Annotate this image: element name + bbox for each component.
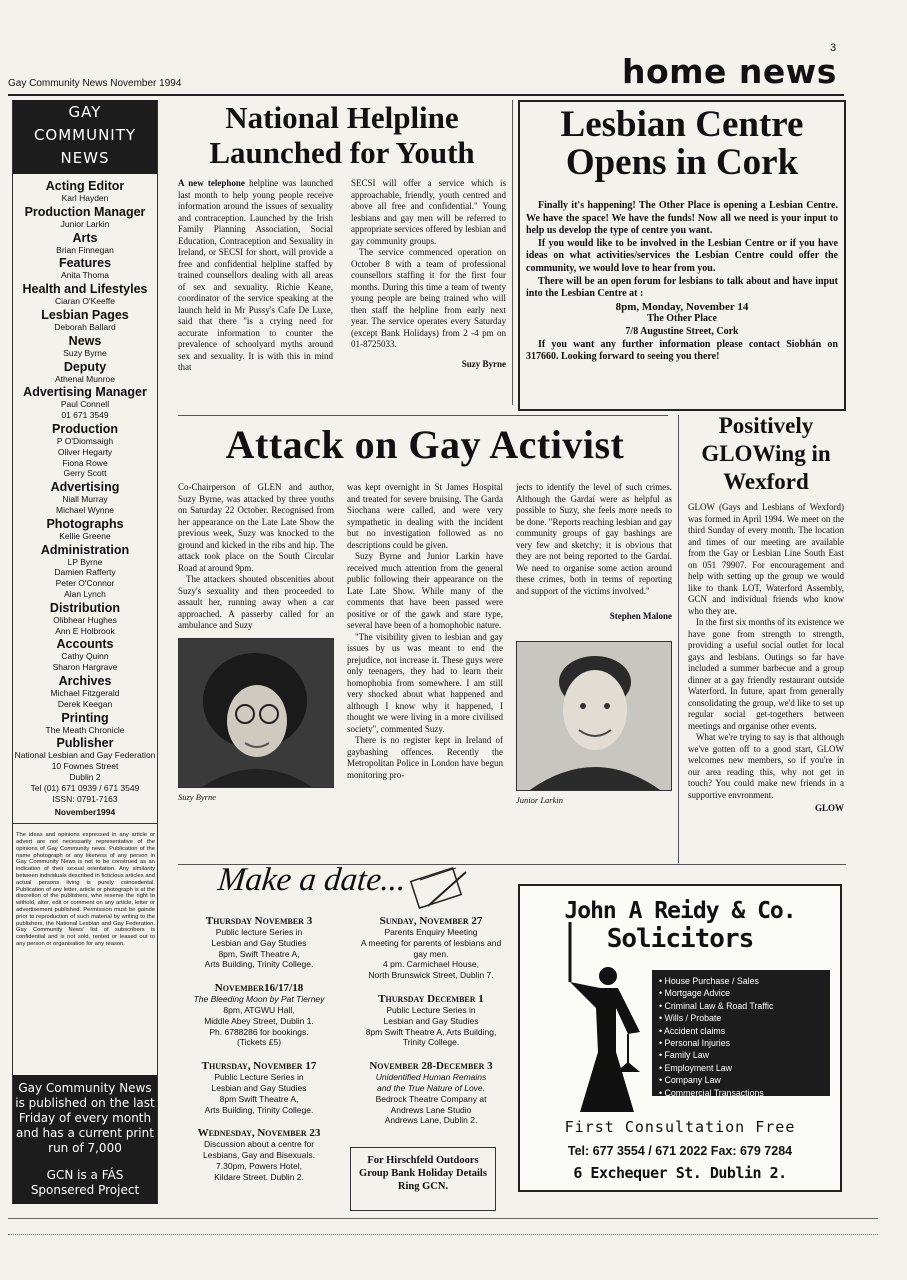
lesbian-para: Finally it's happening! The Other Place is opening a Lesbian Centre. We have the space! We have the funds! Now all we need is your input to help us develop the type of centre you want.: [526, 200, 838, 237]
column-rule: [678, 415, 679, 863]
page-number: 3: [830, 42, 837, 54]
attack-para: jects to identify the level of such crimes. Although the Gardaí were as helpful as possible to Suzy, she feels more needs to be done. "Reports reaching lesbian and gay community groups of gay bashings are very few and sketchy; it is obvious that they are not being reported to the Gardaí. We need to organise some action around these crimes, both in terms of reporting and support of the victims involved.": [516, 482, 672, 596]
event-line: Middle Abey Street, Dublin 1.: [204, 1015, 314, 1026]
event-entry: [180, 915, 338, 970]
rule: [178, 415, 668, 416]
staff-entry: [13, 736, 157, 804]
event-line: Public lecture Series in: [215, 927, 303, 937]
section-title: home news: [622, 52, 837, 91]
staff-role: Arts: [72, 230, 98, 245]
reidy-advert: [518, 884, 842, 1192]
staff-name: Ann E Holbrook: [55, 625, 115, 636]
helpline-para: SECSI will offer a service which is approachable, friendly, youth centred and above all free and confidential." Young lesbians and gay men will be referred to appropriate services offered by lesbian and gay community groups.: [351, 178, 506, 246]
staff-role: Accounts: [56, 637, 114, 652]
logo-line: COMMUNITY: [33, 126, 137, 144]
staff-entry: [13, 385, 157, 421]
event-line: Unidentified Human Remains: [375, 1072, 487, 1083]
staff-role: Production Manager: [24, 204, 146, 219]
staff-name: Michael Fitzgerald: [50, 687, 120, 698]
event-line: Parents Enquiry Meeting: [384, 927, 478, 937]
staff-name: Tel (01) 671 0939 / 671 3549: [30, 782, 140, 793]
service-item: • Criminal Law & Road Traffic: [659, 1000, 774, 1011]
event-line: Kildare Street. Dublin 2.: [214, 1171, 304, 1182]
attack-para: Suzy Byrne and Junior Larkin have received much attention from the general public following their appearance on the Late Late Show. While many of the comments that have been passed were positive or of the gawk and stare type, several have been of a homophobic nature.: [347, 551, 503, 630]
service-item: • Accident claims: [659, 1025, 726, 1036]
event-line: Arts Building, Trinity College.: [204, 1104, 314, 1115]
address-line: 6 Exchequer St. Dublin 2.: [573, 1164, 787, 1182]
staff-name: P O'Diomsaigh: [56, 435, 114, 446]
staff-name: Michael Wynne: [55, 504, 115, 515]
service-item: • Wills / Probate: [659, 1013, 722, 1024]
attack-para: The attackers shouted obscenities about Suzy's sexuality and then proceeded to assault her, running away when a car approached. A passerby called for an ambulance and Suzy: [178, 574, 334, 630]
attack-headline: Attack on Gay Activist: [225, 422, 625, 467]
firm-type: Solicitors: [606, 924, 754, 954]
staff-entry: [13, 308, 157, 333]
event-entry: [180, 982, 338, 1048]
disclaimer: The ideas and opinions expressed in any article or advert are not necessarily representative of the opinions of Gay Community news. Publication of the name photograph or any likeness of any person in Gay Community News is not to be construed as an indication of their sexual orientation. Any similarity between individuals described in ficticious articles and actual persons living is purely coincedental. Publication of any letter, article or photograph is at the discretion of the publishers, who reserve the right to withold, alter, edit or comment on any article, letter or advertisement published. Permission must be gainde prior to reproduction of such material by writing to the publishers, the National Lesbian and Gay Federation. Gay Community News' list of subscribers is confidential and is not sold, rented or leased out to any person or organisation for any reason.: [13, 823, 157, 952]
attack-para: was kept overnight in St James Hospital and treated for severe bruising. The Garda Siochana were called, and were very sympathetic in dealing with the incident but no investigation followed as no descriptions could be given.: [347, 482, 503, 550]
staff-name: Paul Connell: [60, 399, 110, 410]
staff-name: Anita Thoma: [60, 270, 110, 281]
staff-name: Peter O'Connor: [55, 578, 115, 589]
column-rule: [512, 100, 513, 405]
event-line: Arts Building, Trinity College.: [204, 959, 314, 970]
staff-entry: [13, 282, 157, 307]
event-line: gay men.: [413, 948, 449, 959]
forum-address: 7/8 Augustine Street, Cork: [625, 325, 739, 337]
attack-col3: [516, 482, 672, 806]
event-heading: Thursday, November 17: [201, 1060, 317, 1073]
service-item: • Family Law: [659, 1050, 710, 1061]
forum-place: The Other Place: [647, 313, 717, 325]
staff-list: [13, 174, 157, 804]
service-item: • Company Law: [659, 1075, 721, 1086]
glow-para: In the first six months of its existence we have gone from strength to strength, providing a useful social outlet for local gays and lesbians. Outings so far have included a summer barbecue and a group dinner at a gay friendly restaurant outside Waterford. In future, apart from generally consolidating the group, we'd like to set up regular social get-togethers between meetings and organise other events.: [688, 617, 844, 731]
photo-suzy-byrne: [178, 638, 334, 788]
staff-name: Deborah Ballard: [54, 321, 116, 332]
event-heading: November 28-December 3: [369, 1060, 493, 1073]
staff-entry: [13, 231, 157, 256]
event-line: Public Lecture Series in: [214, 1072, 304, 1083]
photo-caption: Suzy Byrne: [178, 791, 217, 802]
service-item: • House Purchase / Sales: [659, 976, 759, 986]
event-line: 4 pm. Carmichael House,: [383, 959, 479, 970]
glow-signature: GLOW: [814, 803, 844, 813]
staff-name: 01 671 3549: [61, 410, 109, 421]
lesbian-centre-box: [518, 100, 846, 411]
staff-role: Photographs: [46, 516, 124, 531]
staff-entry: [13, 637, 157, 673]
issue-date: November1994: [54, 807, 116, 818]
logo-line: NEWS: [60, 149, 110, 167]
staff-role: Advertising Manager: [23, 385, 147, 400]
staff-name: Alan Lynch: [64, 588, 106, 599]
staff-role: Lesbian Pages: [41, 307, 129, 322]
attack-para: "The visibility given to lesbian and gay issues by us was meant to end the prejudice, not increase it. These guys were only teenagers, they had to learn their homophobia from somewhere. I am still very shocked about what happened and although I know why it happened, I thought we were living in a more civilised society", commented Suzy.: [347, 631, 503, 734]
staff-name: Kellie Greene: [59, 530, 111, 541]
event-line: Lesbian and Gay Studies: [211, 937, 307, 948]
masthead: [12, 100, 158, 1204]
service-item: • Commercial Transactions: [659, 1087, 764, 1098]
event-line: 8pm, ATGWU Hall,: [223, 1004, 295, 1015]
staff-name: Oliver Hegarty: [57, 446, 113, 457]
staff-name: Olibhear Hughes: [53, 614, 117, 625]
hirschfeld-notice: For Hirschfeld Outdoors Group Bank Holiday Details Ring GCN.: [350, 1147, 496, 1211]
staff-role: Publisher: [56, 736, 114, 751]
bottom-rule: [8, 1218, 878, 1219]
lesbian-headline: Lesbian Centre Opens in Cork: [560, 104, 804, 183]
staff-name: The Meath Chronicle: [45, 724, 125, 735]
event-entry: [180, 1127, 338, 1182]
event-line: Lesbian and Gay Studies: [211, 1082, 307, 1093]
staff-name: Ciaran O'Keeffe: [54, 296, 116, 307]
staff-name: Niall Murray: [62, 494, 108, 505]
staff-name: Damien Rafferty: [54, 567, 116, 578]
staff-name: Athenal Munroe: [54, 373, 115, 384]
event-entry: [352, 915, 510, 981]
attack-article: [178, 420, 672, 860]
running-head: Gay Community News November 1994: [8, 78, 182, 89]
staff-entry: [13, 711, 157, 736]
staff-name: Gerry Scott: [63, 468, 107, 479]
phone-line: Tel: 677 3554 / 671 2022 Fax: 679 7284: [567, 1144, 793, 1158]
calendar-pen-icon: [408, 866, 470, 910]
services-list: [652, 970, 830, 1096]
staff-name: ISSN: 0791-7163: [52, 793, 118, 804]
event-entry: [352, 1060, 510, 1126]
staff-name: Cathy Quinn: [61, 651, 109, 662]
event-line: Andrews Lane, Dublin 2.: [384, 1115, 478, 1126]
staff-name: Derek Keegan: [57, 698, 113, 709]
event-line: 8pm Swift Theatre A,: [219, 1093, 299, 1104]
attack-col2: [347, 482, 503, 806]
event-line: Ph. 6788286 for bookings.: [209, 1026, 309, 1037]
glow-para: GLOW (Gays and Lesbians of Wexford) was formed in April 1994. We meet on the third Sunday of every month. The location and times of our meeting are available from the Gay or Lesbian Line South East on 051 79907. For encouragement and help with setting up the group we would like to thank LOT, Waterford Assembly, GCN and individual friends who know who they are.: [688, 502, 844, 616]
staff-role: Features: [58, 256, 112, 271]
event-line: North Brunswick Street, Dublin 7.: [368, 970, 494, 981]
helpline-lead: A new telephone: [178, 178, 245, 188]
make-a-date: [180, 860, 510, 1216]
staff-role: Archives: [58, 673, 112, 688]
staff-name: Fiona Rowe: [62, 457, 108, 468]
glow-para: What we're trying to say is that although we've gotten off to a good start, GLOW welcomes new members, so if you're in our area reading this, why not get in touch? You could make new friends in a supportive envronment.: [688, 732, 844, 800]
helpline-headline: National Helpline Launched for Youth: [209, 100, 475, 170]
staff-entry: [13, 205, 157, 230]
helpline-text: helpline was launched last month to help young people receive information around the issues of sexuality and contraception. Launched by the Irish Family Planning Association, Social Education, Contraception and Sexuality in Ireland, or SECSI for short, will provide a free and confidential helpline staffed by trained counsellors dealing with all areas of sex and sexuality. Richie Keane, coordinator of the service speaking at the launch held in Mr Pussy's Cafe De Luxe, said that there "is a crying need for accurate information to counter the prevalence of schoolyard myths around sex and sexuality. It is with this in mind that: [178, 178, 333, 372]
event-line: Public Lecture Series in: [386, 1004, 476, 1015]
event-line: The Bleeding Moon by Pat Tierney: [193, 994, 325, 1005]
top-rule: [8, 94, 844, 96]
staff-name: Brian Finnegan: [56, 244, 114, 255]
event-line: 8pm, Swift Theatre A,: [218, 948, 300, 959]
event-line: Bedrock Theatre Company at: [375, 1093, 487, 1104]
staff-entry: [13, 422, 157, 479]
glow-headline: Positively GLOWing in Wexford: [701, 413, 831, 494]
logo-line: GAY: [68, 103, 102, 121]
staff-name: Junior Larkin: [60, 218, 110, 229]
event-line: Discussion about a centre for: [203, 1139, 315, 1150]
events-left: [180, 915, 338, 1195]
staff-entry: [13, 179, 157, 204]
lesbian-para: There will be an open forum for lesbians to talk about and have input into the Lesbian Centre at :: [526, 275, 838, 300]
lesbian-para: If you would like to be involved in the Lesbian Centre or if you have ideas on what activities/services the Lesbian Centre could offer the community, we would love to hear from you.: [526, 237, 838, 274]
event-line: 7.30pm, Powers Hotel,: [216, 1160, 302, 1171]
staff-entry: [13, 601, 157, 637]
event-line: Andrews Lane Studio: [390, 1104, 472, 1115]
staff-name: Karl Hayden: [61, 193, 109, 203]
attack-byline: Stephen Malone: [609, 611, 672, 621]
print-run-note: Gay Community News is published on the last Friday of every month and has a current print run of 7,000: [15, 1081, 155, 1155]
lesbian-para: If you want any further information please contact Siobhán on 317660. Looking forward to seeing you there!: [526, 338, 838, 363]
event-heading: Wednesday, November 23: [197, 1127, 321, 1140]
forum-time: 8pm, Monday, November 14: [615, 300, 749, 313]
staff-entry: [13, 256, 157, 281]
staff-role: Deputy: [63, 359, 107, 374]
staff-entry: [13, 543, 157, 600]
helpline-col1: [178, 178, 333, 374]
staff-role: Health and Lifestyles: [22, 282, 148, 297]
staff-entry: [13, 517, 157, 542]
staff-role: News: [68, 333, 102, 348]
staff-role: Administration: [40, 542, 130, 557]
masthead-footer: [13, 1075, 157, 1204]
event-heading: Thursday December 1: [378, 992, 484, 1005]
firm-name: John A Reidy & Co.: [564, 898, 796, 924]
event-heading: Thursday November 3: [205, 915, 313, 927]
photo-caption: Junior Larkin: [516, 794, 563, 805]
staff-name: Suzy Byrne: [63, 347, 107, 358]
staff-role: Acting Editor: [45, 179, 125, 193]
glow-article: [688, 412, 844, 867]
staff-name: LP Byrne: [67, 556, 103, 567]
staff-role: Printing: [61, 710, 109, 725]
staff-name: National Lesbian and Gay Federation: [14, 750, 156, 761]
event-heading: Sunday, November 27: [379, 915, 483, 927]
event-line: Lesbians, Gay and Bisexuals.: [203, 1150, 315, 1161]
helpline-article: [178, 100, 506, 406]
event-entry: [180, 1060, 338, 1115]
attack-para: Co-Chairperson of GLEN and author, Suzy Byrne, was attacked by three youths on Saturday 22 October. Recognised from her appearance on the Late Late Show the previous week, Suzy was knocked to the ground and kicked in the ribs and hip. The attack took place on the South Circular Road at around 9pm.: [178, 482, 334, 573]
event-entry: [352, 993, 510, 1048]
staff-role: Advertising: [50, 480, 120, 495]
event-line: A meeting for parents of lesbians and: [360, 937, 502, 948]
staff-name: Dublin 2: [69, 771, 101, 782]
photo-junior-larkin: [516, 641, 672, 791]
event-line: Lesbian and Gay Studies: [383, 1015, 479, 1026]
event-line: and the True Nature of Love.: [376, 1082, 486, 1093]
staff-entry: [13, 360, 157, 385]
helpline-byline: Suzy Byrne: [461, 358, 506, 369]
staff-name: 10 Fownes Street: [51, 761, 119, 772]
consultation-note: First Consultation Free: [564, 1118, 796, 1136]
staff-name: Sharon Hargrave: [52, 662, 118, 673]
event-heading: November16/17/18: [214, 982, 304, 995]
helpline-col2: [351, 178, 506, 374]
helpline-para: The service commenced operation on October 8 with a team of professional counsellors staffing it for the first four months. During this time a team of twenty young people are being trained who will then staff the helpline from early next year. The service operates every Saturday (except Bank Holidays) from 2 -4 pm on 01-8725033.: [351, 247, 506, 349]
event-line: 8pm Swift Theatre A, Arts Building,: [365, 1026, 497, 1037]
make-a-date-title: Make a date...: [216, 862, 408, 898]
event-line: (Tickets £5): [236, 1037, 282, 1048]
service-item: • Personal Injuries: [659, 1038, 731, 1049]
fas-note: GCN is a FÁS Sponsered Project: [30, 1168, 140, 1197]
staff-role: Production: [52, 421, 118, 436]
event-line: Trinity College.: [402, 1037, 460, 1048]
staff-entry: [13, 674, 157, 710]
masthead-logo: [13, 100, 157, 174]
attack-col1: [178, 482, 334, 806]
dotted-rule: [8, 1234, 878, 1235]
service-item: • Mortgage Advice: [659, 988, 731, 999]
staff-entry: [13, 480, 157, 516]
justice-statue-icon: [550, 922, 650, 1114]
staff-role: Distribution: [49, 600, 121, 615]
attack-para: There is no register kept in Ireland of gaybashing offences. Recently the Metropolitan Police in London have begun monitoring pro-: [347, 735, 503, 780]
service-item: • Employment Law: [659, 1062, 732, 1073]
staff-entry: [13, 334, 157, 359]
